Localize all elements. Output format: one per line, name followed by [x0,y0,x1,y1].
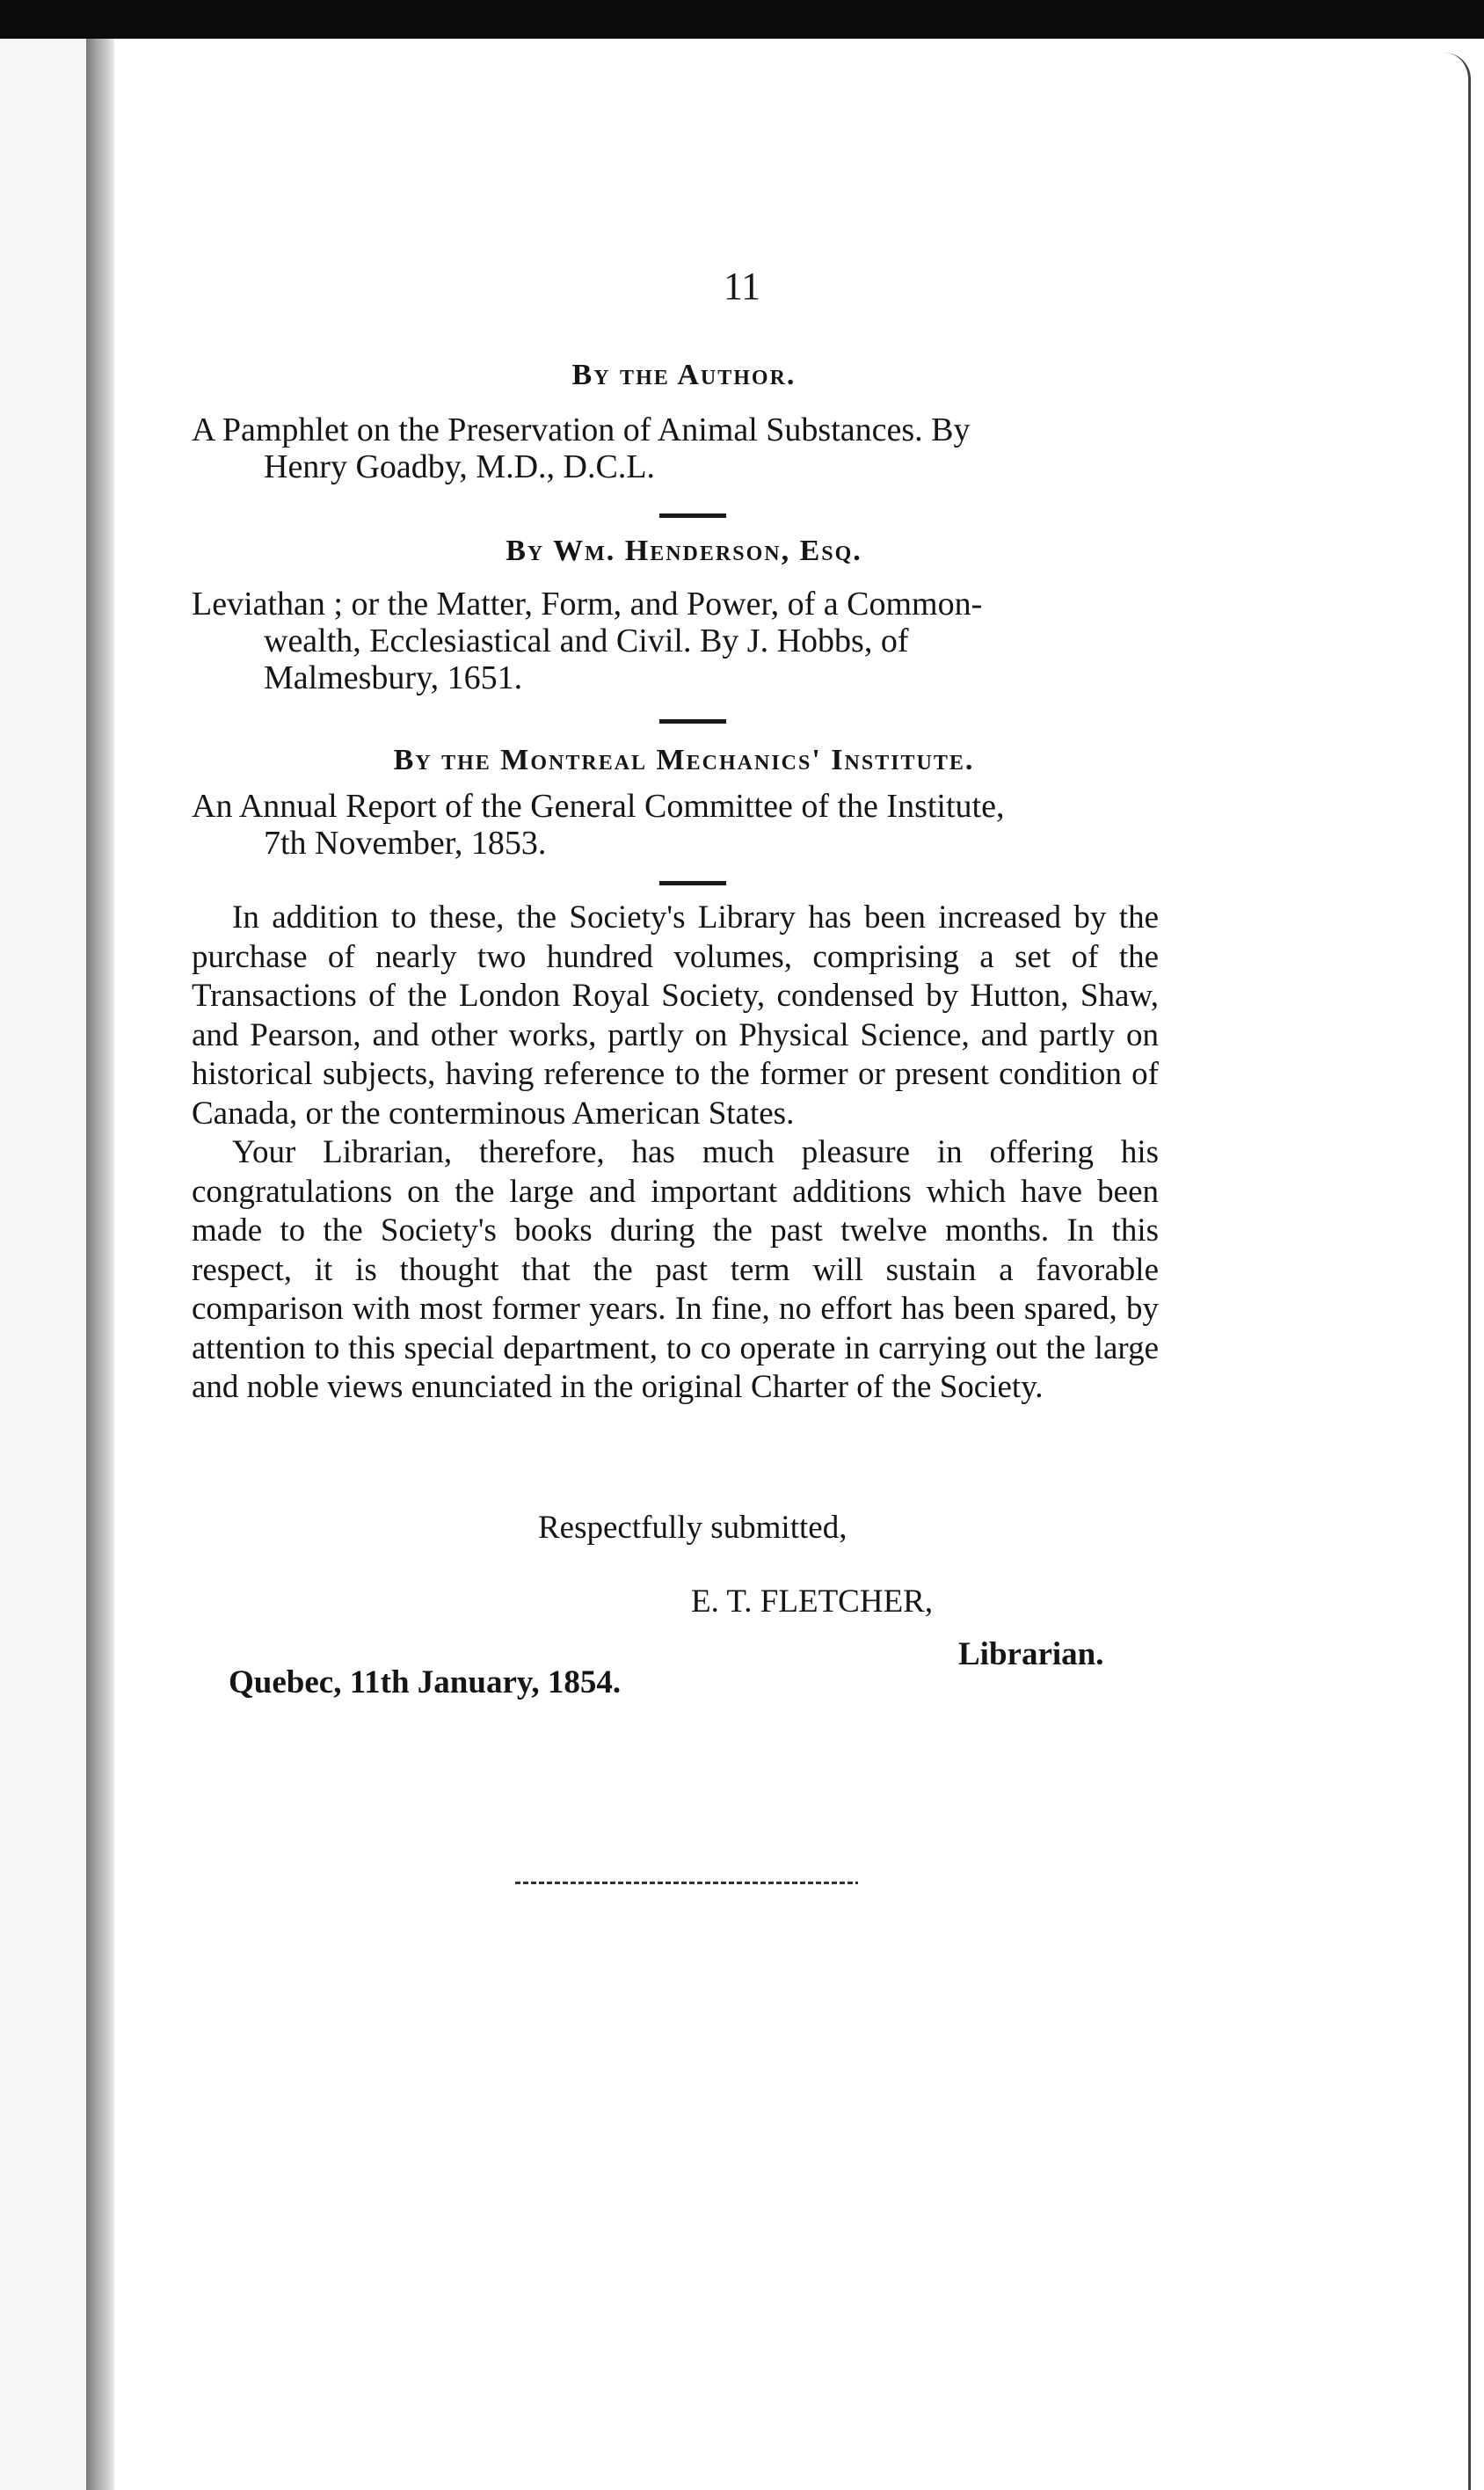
section-divider [659,513,726,518]
entry-leviathan [192,586,1168,696]
facing-page-edge [0,39,88,2490]
page-number: 11 [723,265,761,308]
closing-line: Respectfully submitted, [538,1510,847,1546]
body-text [192,899,1159,1408]
page-top-edge [114,39,1468,53]
entry-annual-report [192,788,1168,862]
entry-line: An Annual Report of the General Committee of the Institute, [192,788,1005,825]
book-spine-shadow [86,39,114,2490]
ornamental-rule [515,1882,858,1884]
signature-title: Librarian. [958,1636,1104,1672]
paragraph-librarian-congratulations: Your Librarian, therefore, has much pleasure in offering his congratulations on the large and important additions which have been made to the Society's books during the past twelve months. In this respect, it is thought that the past term will sustain a favorable comparison with most former years. In fine, no effort has been spared, by attention to this special department, to co operate in carrying out the large and noble views enunciated in the original Charter of the Society. [192,1134,1159,1405]
entry-line: Malmesbury, 1651. [264,659,523,696]
section-heading-author: By the Author. [571,359,797,391]
signature-name: E. T. FLETCHER, [691,1584,934,1620]
entry-line: wealth, Ecclesiastical and Civil. By J. Hobbs, of [264,622,909,659]
section-divider [659,719,726,724]
scan-top-border [0,0,1484,39]
entry-line: Henry Goadby, M.D., D.C.L. [264,448,656,485]
place-date: Quebec, 11th January, 1854. [229,1664,622,1700]
entry-line: A Pamphlet on the Preservation of Animal Substances. By [192,411,971,448]
entry-pamphlet [192,411,1168,485]
entry-line: 7th November, 1853. [264,825,547,862]
paragraph-library-additions: In addition to these, the Society's Library has been increased by the purchase of nearly two hundred volumes, comprising a set of the Transactions of the London Royal Society, condensed by Hutton, Shaw, and Pearson, and other works, partly on Physical Science, and partly on historical subjects, having reference to the former or present condition of Canada, or the conterminous American States. [192,899,1159,1132]
section-divider [659,881,726,885]
section-heading-henderson: By Wm. Henderson, Esq. [506,535,862,567]
entry-line: Leviathan ; or the Matter, Form, and Power, of a Common- [192,586,983,622]
section-heading-montreal: By the Montreal Mechanics' Institute. [393,744,975,776]
